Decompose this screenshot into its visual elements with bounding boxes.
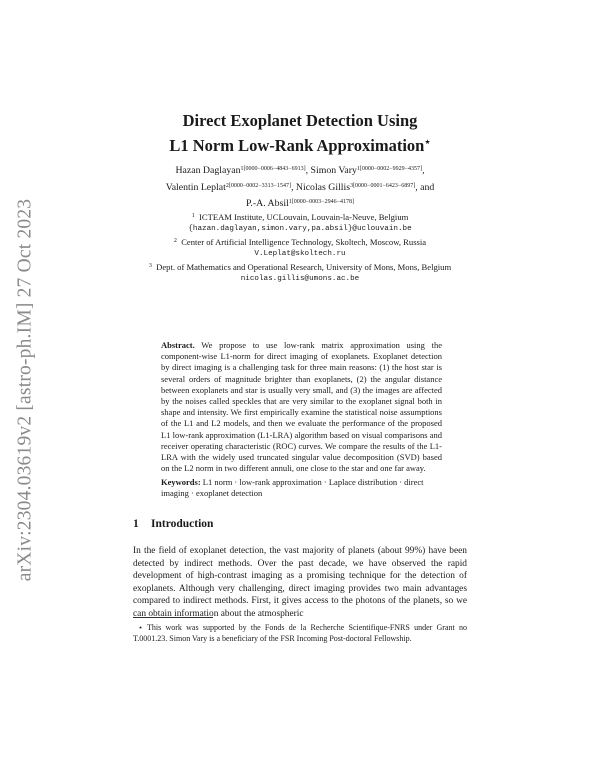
- author-line-2: Valentin Leplat$^{2[0000-0002-3313-1547]}$, Nicolas Gillis$^{3[0000-0001-6423-6897]}$, and: [165, 181, 435, 193]
- abstract-text: We propose to use low-rank matrix approximation using the component-wise L1-norm for direct imaging of exoplanets. Exoplanet detection by direct imaging is a challenging task for three main reasons: (1) the host star is several orders of magnitude brighter than exoplanets, (2) the angular distance between exoplanets and star is usually very small, and (3) the images are affected by the noises called speckles that are very similar to the exoplanet signal both in shape and intensity. We first empirically examine the statistical noise assumptions of the L1 and L2 models, and then we evaluate the performance of the proposed L1 low-rank approximation (L1-LRA) algorithm based on visual comparisons and receiver operating characteristic (ROC) curves. We compare the results of the L1-LRA with the widely used truncated singular value decomposition (SVD) based on the L2 norm in two different annuli, one close to the star and one far away.: [161, 340, 442, 474]
- section-number: 1: [133, 518, 139, 530]
- keywords-text: L1 norm · low-rank approximation · Laplace distribution · direct imaging · exoplanet detection: [161, 477, 424, 499]
- author-5-orcid: 1[0000−0003−2946−4178]: [288, 199, 354, 205]
- title-line-2: [130, 132, 470, 157]
- footnote-mark: ⋆: [137, 623, 143, 632]
- author-4: Nicolas Gillis: [295, 181, 351, 193]
- footnote-text: This work was supported by the Fonds de la Recherche Scientifique-FNRS under Grant no T.0001.23. Simon Vary is a beneficiary of the FSR Incoming Post-doctoral Fellowship.: [133, 623, 467, 643]
- paper-title: [130, 110, 470, 157]
- affiliation-2: [140, 235, 460, 260]
- title-line-2-text: L1 Norm Low-Rank Approximation: [169, 136, 425, 155]
- affiliation-2-email: V.Leplat@skoltech.ru: [254, 250, 346, 258]
- footnote-divider: [133, 617, 213, 618]
- affiliation-1: [140, 210, 460, 235]
- affiliation-1-email: {hazan.daglayan,simon.vary,pa.absil}@uclouvain.be: [188, 225, 412, 233]
- abstract-label: Abstract.: [161, 340, 195, 350]
- affiliation-3-email: nicolas.gillis@umons.ac.be: [240, 275, 360, 283]
- author-1-orcid: 1[0000−0006−4843−6913]: [240, 166, 306, 172]
- affiliation-1-num: 1: [191, 213, 195, 219]
- arxiv-id-text: arXiv:2304.03619v2 [astro-ph.IM] 27 Oct 2023: [14, 198, 35, 582]
- section-heading-introduction: [133, 518, 213, 530]
- author-and: and: [420, 181, 435, 193]
- affiliation-3: [140, 260, 460, 285]
- arxiv-side-identifier: [12, 195, 38, 585]
- author-line-1: Hazan Daglayan$^{1[0000-0006-4843-6913]}$, Simon Vary$^{1[0000-0002-9929-4357]}$,: [175, 165, 425, 176]
- keywords-label: Keywords:: [161, 477, 201, 487]
- author-1: Hazan Daglayan: [175, 165, 241, 176]
- keywords: [161, 477, 442, 499]
- footnote: [133, 622, 467, 644]
- author-list: [130, 162, 470, 212]
- affiliation-3-text: Dept. of Mathematics and Operational Research, University of Mons, Mons, Belgium: [156, 262, 452, 272]
- introduction-paragraph: In the field of exoplanet detection, the vast majority of planets (about 99%) have been detected by indirect methods. Over the past decade, we have observed the rapid development of high-contrast imaging as a promising technique for the detection of exoplanets. Although very challenging, direct imaging provides two main advantages compared to indirect methods. First, it gives access to the photons of the planets, so we can obtain information about the atmospheric: [133, 546, 467, 619]
- affiliations: [140, 210, 460, 285]
- title-footnote-mark: ⋆: [424, 137, 431, 148]
- author-2-orcid: 1[0000−0002−9929−4357]: [356, 166, 423, 172]
- affiliation-2-text: Center of Artificial Intelligence Technology, Skoltech, Moscow, Russia: [181, 237, 427, 247]
- affiliation-3-num: 3: [148, 263, 152, 269]
- affiliation-2-num: 2: [173, 238, 177, 244]
- author-3: Valentin Leplat: [165, 181, 226, 193]
- section-title: Introduction: [151, 518, 214, 530]
- abstract: [161, 340, 442, 474]
- affiliation-1-text: ICTEAM Institute, UCLouvain, Louvain-la-Neuve, Belgium: [198, 212, 409, 222]
- author-2: Simon Vary: [310, 165, 357, 176]
- author-3-orcid: 2[0000−0002−3313−1547]: [225, 182, 291, 189]
- author-5: P.-A. Absil: [246, 198, 289, 209]
- author-4-orcid: 3[0000−0001−6423−6897]: [350, 182, 416, 189]
- title-line-1: Direct Exoplanet Detection Using: [182, 111, 418, 130]
